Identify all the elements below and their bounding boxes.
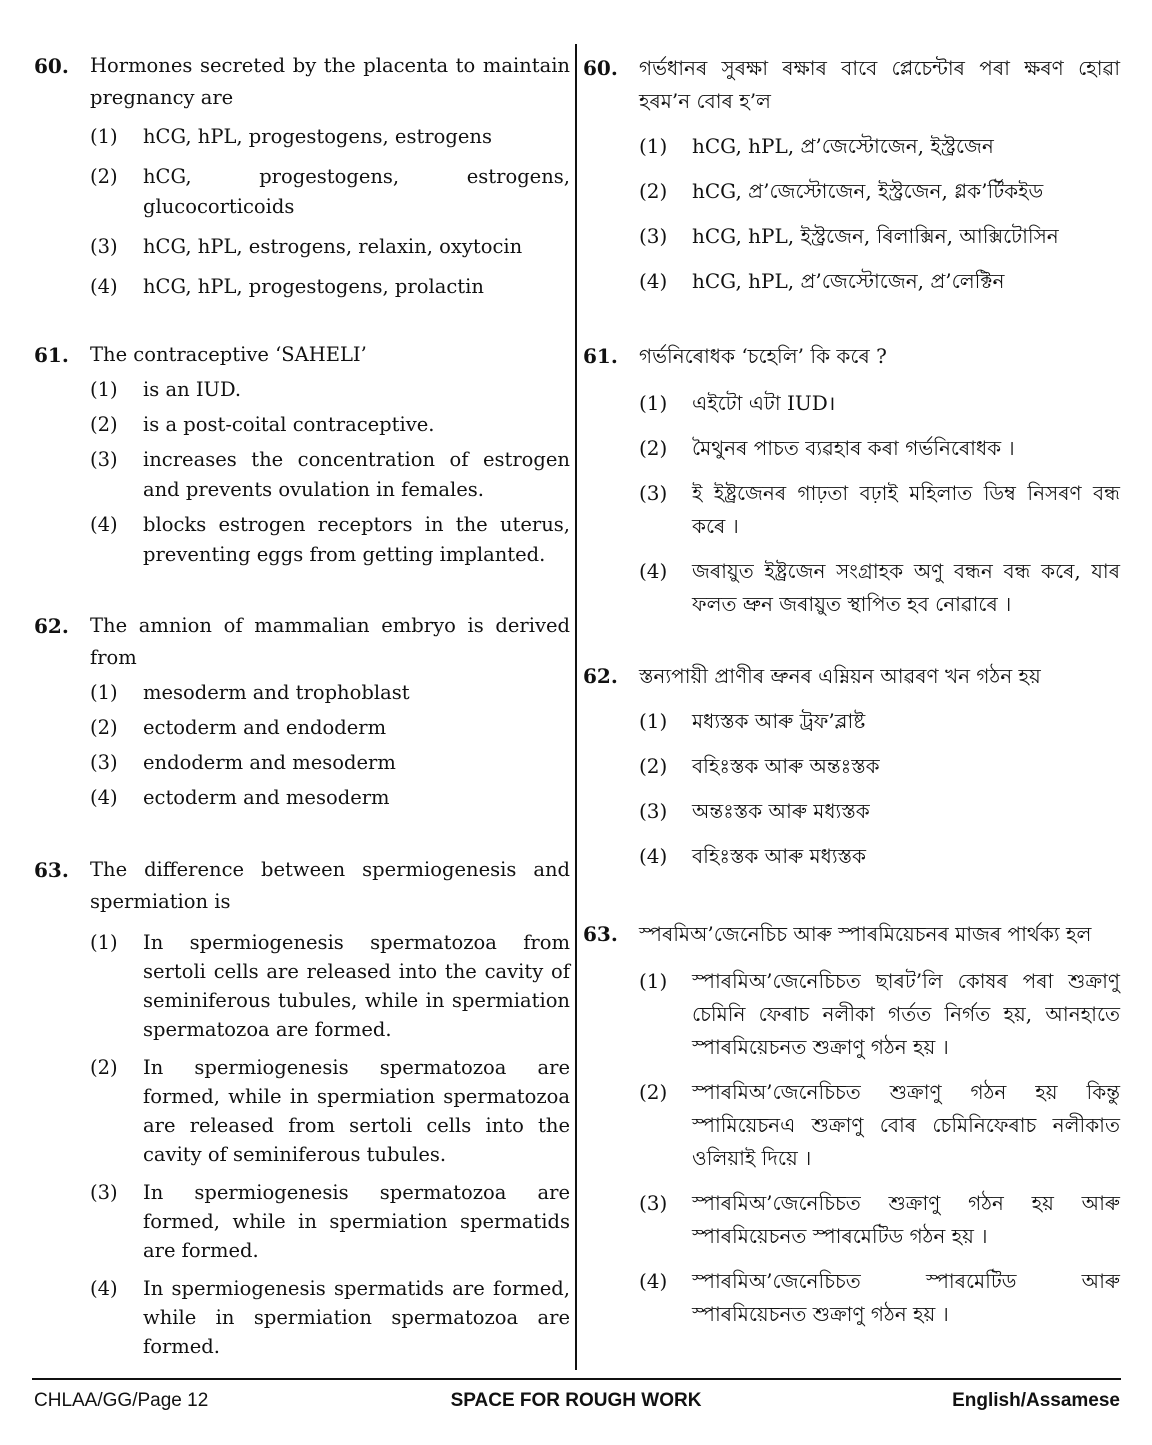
option-number: (4) — [639, 1269, 668, 1293]
option-text: hCG, প্ৰ’জেস্টোজেন, ইস্ট্ৰজেন, গ্লক’ৰ্টিকইড — [692, 179, 1044, 203]
option-text: endoderm and mesoderm — [143, 751, 396, 774]
option-number: (3) — [639, 799, 668, 823]
option-number: (1) — [90, 931, 118, 954]
option-1 — [639, 387, 1120, 420]
question-text: স্পৰমিঅ’জেনেচিচ আৰু স্পাৰমিয়েচনৰ মাজৰ পাৰ্থক্য হল — [639, 922, 1092, 946]
option-4 — [90, 1274, 570, 1361]
option-text: blocks estrogen receptors in the uterus, preventing eggs from getting implanted. — [143, 513, 570, 566]
option-number: (1) — [90, 681, 118, 704]
option-number: (4) — [639, 269, 668, 293]
option-text: mesoderm and trophoblast — [143, 681, 410, 704]
question-number: 63. — [34, 858, 69, 882]
question-60-as — [583, 52, 1120, 298]
question-text: গৰ্ভনিৰোধক ‘চহেলি’ কি কৰে ? — [639, 344, 887, 368]
option-4 — [639, 265, 1120, 298]
option-text: hCG, hPL, progestogens, prolactin — [143, 275, 484, 298]
option-text: In spermiogenesis spermatozoa are formed, while in spermiation spermatids are formed. — [143, 1181, 570, 1262]
question-number: 60. — [34, 54, 69, 78]
language-label: English/Assamese — [952, 1390, 1120, 1411]
option-3 — [639, 220, 1120, 253]
option-number: (3) — [90, 1181, 118, 1204]
option-text: ectoderm and mesoderm — [143, 786, 390, 809]
column-divider — [575, 44, 577, 1370]
option-number: (2) — [639, 436, 668, 460]
options-list — [639, 130, 1120, 298]
option-number: (1) — [639, 969, 668, 993]
option-number: (1) — [90, 125, 118, 148]
option-text: স্পাৰমিঅ’জেনেচিচত শুক্ৰাণু গঠন হয় আৰু স্পাৰমিয়েচনত স্পাৰমেটিড গঠন হয় । — [692, 1191, 1120, 1248]
question-63-as — [583, 918, 1120, 1331]
question-text: The contraceptive ‘SAHELI’ — [90, 343, 367, 366]
option-number: (2) — [90, 165, 118, 188]
option-3 — [90, 232, 570, 262]
option-3 — [639, 477, 1120, 543]
option-number: (4) — [90, 786, 118, 809]
option-text: hCG, hPL, ইস্ট্ৰজেন, ৰিলাক্সিন, আক্সিটোসিন — [692, 224, 1059, 248]
option-number: (1) — [90, 378, 118, 401]
option-number: (4) — [90, 275, 118, 298]
option-4 — [639, 840, 1120, 873]
option-1 — [90, 928, 570, 1044]
question-text: গৰ্ভধানৰ সুৰক্ষা ৰক্ষাৰ বাবে প্লেচেন্টাৰ পৰা ক্ষৰণ হোৱা হৰম’ন বোৰ হ’ল — [639, 56, 1120, 113]
question-number: 60. — [583, 56, 618, 80]
option-number: (2) — [90, 1056, 118, 1079]
option-2 — [90, 1053, 570, 1169]
option-text: In spermiogenesis spermatids are formed, while in spermiation spermatozoa are formed. — [143, 1277, 570, 1358]
option-text: In spermiogenesis spermatozoa from sertoli cells are released into the cavity of seminiferous tubules, while in spermiation spermatozoa are formed. — [143, 931, 570, 1041]
options-list — [90, 928, 570, 1361]
option-text: hCG, hPL, progestogens, estrogens — [143, 125, 492, 148]
option-1 — [639, 965, 1120, 1064]
option-2 — [90, 410, 570, 440]
option-1 — [90, 375, 570, 405]
options-list — [90, 678, 570, 813]
question-61-en — [34, 339, 570, 570]
option-text: In spermiogenesis spermatozoa are formed, while in spermiation spermatozoa are released from sertoli cells into the cavity of seminiferous tubules. — [143, 1056, 570, 1166]
page-code: CHLAA/GG/Page 12 — [34, 1390, 209, 1411]
question-62-en — [34, 610, 570, 813]
option-number: (4) — [639, 844, 668, 868]
option-text: increases the concentration of estrogen and prevents ovulation in females. — [143, 448, 570, 501]
option-number: (3) — [639, 224, 668, 248]
option-number: (1) — [639, 391, 668, 415]
options-list — [639, 705, 1120, 873]
options-list — [639, 965, 1120, 1331]
option-4 — [90, 510, 570, 570]
option-number: (1) — [639, 709, 668, 733]
option-text: এইটো এটা IUD। — [692, 391, 836, 415]
option-number: (2) — [639, 179, 668, 203]
option-text: hCG, hPL, estrogens, relaxin, oxytocin — [143, 235, 523, 258]
option-text: is a post-coital contraceptive. — [143, 413, 435, 436]
option-text: বহিঃস্তক আৰু অন্তঃস্তক — [692, 754, 880, 778]
question-number: 62. — [583, 664, 618, 688]
option-2 — [639, 432, 1120, 465]
option-4 — [90, 783, 570, 813]
option-number: (4) — [90, 1277, 118, 1300]
option-3 — [90, 445, 570, 505]
options-list — [90, 122, 570, 302]
option-4 — [90, 272, 570, 302]
option-text: মধ্যস্তক আৰু ট্ৰফ’ব্লাষ্ট — [692, 709, 866, 733]
option-text: জৰায়ুত ইষ্ট্ৰজেন সংগ্ৰাহক অণু বন্ধন বন্ধ কৰে, যাৰ ফলত ভ্ৰুন জৰায়ুত স্থাপিত হব নোৱাৰে । — [692, 559, 1120, 616]
question-text: স্তন্যপায়ী প্ৰাণীৰ ভ্ৰুনৰ এম্নিয়ন আৱৰণ খন গঠন হয় — [639, 664, 1041, 688]
question-number: 62. — [34, 614, 69, 638]
option-1 — [639, 130, 1120, 163]
option-4 — [639, 1265, 1120, 1331]
option-3 — [90, 748, 570, 778]
option-number: (4) — [639, 559, 668, 583]
option-2 — [639, 1076, 1120, 1175]
option-text: স্পাৰমিঅ’জেনেচিচত স্পাৰমেটিড আৰু স্পাৰমিয়েচনত শুক্ৰাণু গঠন হয় । — [692, 1269, 1120, 1326]
option-2 — [90, 713, 570, 743]
option-text: স্পাৰমিঅ’জেনেচিচত ছাৰট’লি কোষৰ পৰা শুক্ৰাণু চেমিনি ফেৰাচ নলীকা গৰ্তত নিৰ্গত হয়, আনহাতে স্পাৰমিয়েচনত শুক্ৰাণু গঠন হয় । — [692, 969, 1120, 1059]
option-1 — [90, 678, 570, 708]
option-text: hCG, progestogens, estrogens, glucocorticoids — [143, 165, 570, 218]
option-text: বহিঃস্তক আৰু মধ্যস্তক — [692, 844, 866, 868]
question-61-as — [583, 340, 1120, 621]
option-number: (3) — [90, 751, 118, 774]
options-list — [639, 387, 1120, 621]
rough-work-label: SPACE FOR ROUGH WORK — [450, 1390, 702, 1411]
option-text: is an IUD. — [143, 378, 242, 401]
option-number: (2) — [639, 754, 668, 778]
option-text: ectoderm and endoderm — [143, 716, 387, 739]
option-1 — [639, 705, 1120, 738]
option-number: (2) — [90, 716, 118, 739]
option-3 — [90, 1178, 570, 1265]
question-text: The amnion of mammalian embryo is derived from — [90, 614, 570, 669]
option-number: (1) — [639, 134, 668, 158]
option-number: (3) — [639, 1191, 668, 1215]
question-text: Hormones secreted by the placenta to maintain pregnancy are — [90, 54, 570, 109]
options-list — [90, 375, 570, 570]
option-3 — [639, 1187, 1120, 1253]
option-number: (4) — [90, 513, 118, 536]
option-text: hCG, hPL, প্ৰ’জেস্টোজেন, প্ৰ’লেক্টিন — [692, 269, 1005, 293]
option-number: (2) — [639, 1080, 668, 1104]
option-2 — [90, 162, 570, 222]
footer-rule — [32, 1378, 1121, 1380]
question-number: 61. — [34, 343, 69, 367]
option-2 — [639, 175, 1120, 208]
option-1 — [90, 122, 570, 152]
question-62-as — [583, 660, 1120, 873]
question-number: 63. — [583, 922, 618, 946]
option-4 — [639, 555, 1120, 621]
question-text: The difference between spermiogenesis and spermiation is — [90, 858, 570, 913]
option-number: (3) — [90, 448, 118, 471]
question-63-en — [34, 854, 570, 1361]
option-number: (3) — [639, 481, 668, 505]
option-text: স্পাৰমিঅ’জেনেচিচত শুক্ৰাণু গঠন হয় কিন্তু স্পামিয়েচনএ শুক্ৰাণু বোৰ চেমিনিফেৰাচ নলীকাত ওলিয়াই দিয়ে । — [692, 1080, 1120, 1170]
question-60-en — [34, 50, 570, 302]
option-text: অন্তঃস্তক আৰু মধ্যস্তক — [692, 799, 870, 823]
option-2 — [639, 750, 1120, 783]
option-number: (2) — [90, 413, 118, 436]
option-text: hCG, hPL, প্ৰ’জেস্টোজেন, ইস্ট্ৰজেন — [692, 134, 994, 158]
option-text: ই ইষ্ট্ৰজেনৰ গাঢ়তা বঢ়াই মহিলাত ডিম্ব নিসৰণ বন্ধ কৰে । — [692, 481, 1120, 538]
option-number: (3) — [90, 235, 118, 258]
option-text: মৈথুনৰ পাচত ব্যৱহাৰ কৰা গৰ্ভনিৰোধক । — [692, 436, 1015, 460]
question-number: 61. — [583, 344, 618, 368]
option-3 — [639, 795, 1120, 828]
